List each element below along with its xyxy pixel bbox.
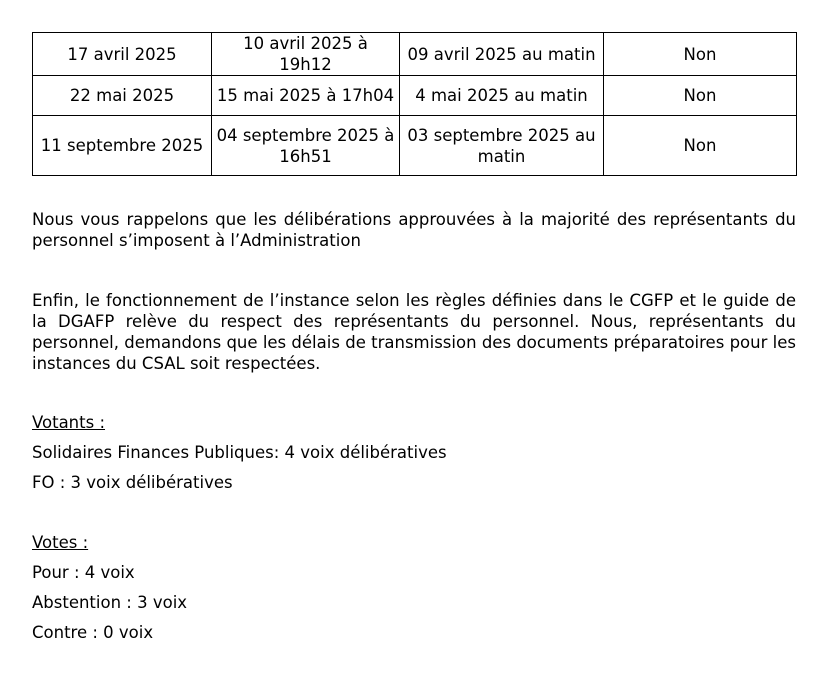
votes-heading: [32, 532, 796, 562]
table-cell: 17 avril 2025: [33, 33, 212, 76]
document-page: [32, 32, 796, 652]
votant-item: Solidaires Finances Publiques: 4 voix délibératives: [32, 443, 447, 462]
table-row: [33, 33, 797, 76]
table-cell: 04 septembre 2025 à 16h51: [212, 116, 400, 176]
table-cell: 09 avril 2025 au matin: [400, 33, 604, 76]
votants-heading: [32, 412, 796, 442]
votes-heading-text: Votes :: [32, 533, 89, 552]
table-cell: Non: [604, 116, 797, 176]
table-cell: 10 avril 2025 à 19h12: [212, 33, 400, 76]
reminder-paragraph: Nous vous rappelons que les délibérations approuvées à la majorité des représentants du personnel s’imposent à l’Administration: [32, 210, 796, 250]
dates-table: [32, 32, 797, 176]
table-cell: Non: [604, 76, 797, 116]
table-cell: Non: [604, 33, 797, 76]
table-cell: 03 septembre 2025 au matin: [400, 116, 604, 176]
table-cell: 22 mai 2025: [33, 76, 212, 116]
table-row: [33, 76, 797, 116]
table-cell: 15 mai 2025 à 17h04: [212, 76, 400, 116]
vote-item: Pour : 4 voix: [32, 563, 135, 582]
votant-item: FO : 3 voix délibératives: [32, 473, 233, 492]
table-cell: 11 septembre 2025: [33, 116, 212, 176]
votants-heading-text: Votants :: [32, 413, 106, 432]
functioning-paragraph: Enfin, le fonctionnement de l’instance selon les règles définies dans le CGFP et le guide de la DGAFP relève du respect des représentants du personnel. Nous, représentants du personnel, demandons que les délais de transmission des documents préparatoires pour les instances du CSAL soit respectées.: [32, 291, 796, 373]
table-cell: 4 mai 2025 au matin: [400, 76, 604, 116]
vote-item: Abstention : 3 voix: [32, 593, 188, 612]
table-row: [33, 116, 797, 176]
vote-item: Contre : 0 voix: [32, 623, 154, 642]
